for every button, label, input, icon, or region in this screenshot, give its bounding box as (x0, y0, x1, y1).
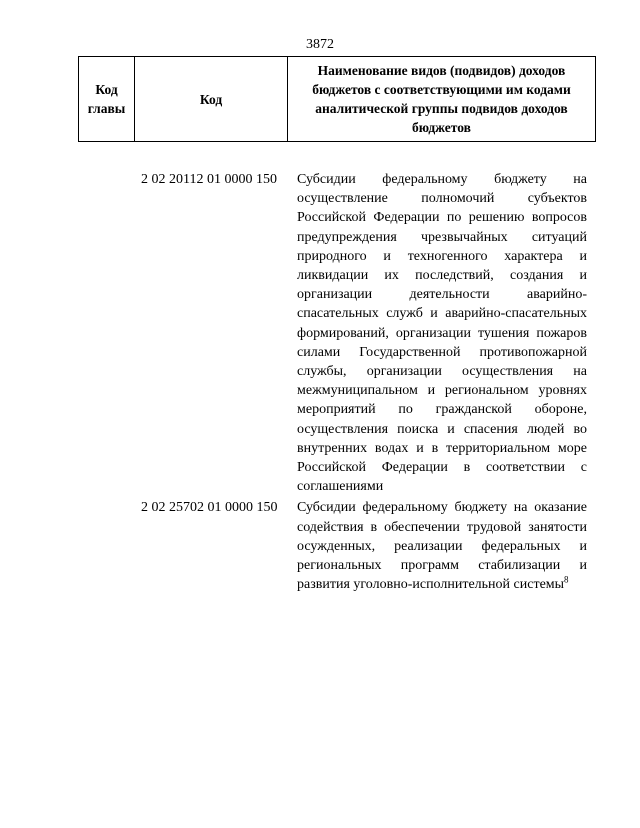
row-code: 2 02 20112 01 0000 150 (141, 172, 277, 187)
page-number: 3872 (306, 37, 334, 52)
row-code: 2 02 25702 01 0000 150 (141, 500, 278, 516)
column-header-name: Наименование видов (подвидов) доходов бюджетов с соответствующими им кодами аналитической группы подвидов доходов бюджетов (288, 57, 596, 142)
row-description-text: Субсидии федеральному бюджету на оказание содействия в обеспечении трудовой занятости осужденных, реализации федеральных и региональных программ стабилизации и развития уголовно-исполнительной системы (297, 500, 587, 593)
column-header-chapter-code: Код главы (79, 57, 135, 142)
row-description (297, 170, 587, 496)
column-header-code: Код (135, 57, 288, 142)
budget-code-rows (0, 170, 640, 594)
footnote-marker: 8 (564, 574, 569, 585)
row-description (297, 498, 587, 594)
table-row (0, 498, 640, 594)
row-description-text: Субсидии федеральному бюджету на осуществление полномочий субъектов Российской Федерации по решению вопросов предупреждения чрезвычайных ситуаций природного и техногенного характера и ликвидации их последствий, создания и организации деятельности аварийно-спасательных служб и аварийно-спасательных формирований, организации тушения пожаров силами Государственной противопожарной службы, организации осуществления на межмуниципальном и региональном уровнях мероприятий по гражданской обороне, осуществления поиска и спасения людей во внутренних водах и в территориальном море Российской Федерации в соответствии с соглашениями (297, 172, 587, 495)
table-row (0, 170, 640, 496)
budget-code-table-header (78, 56, 596, 142)
